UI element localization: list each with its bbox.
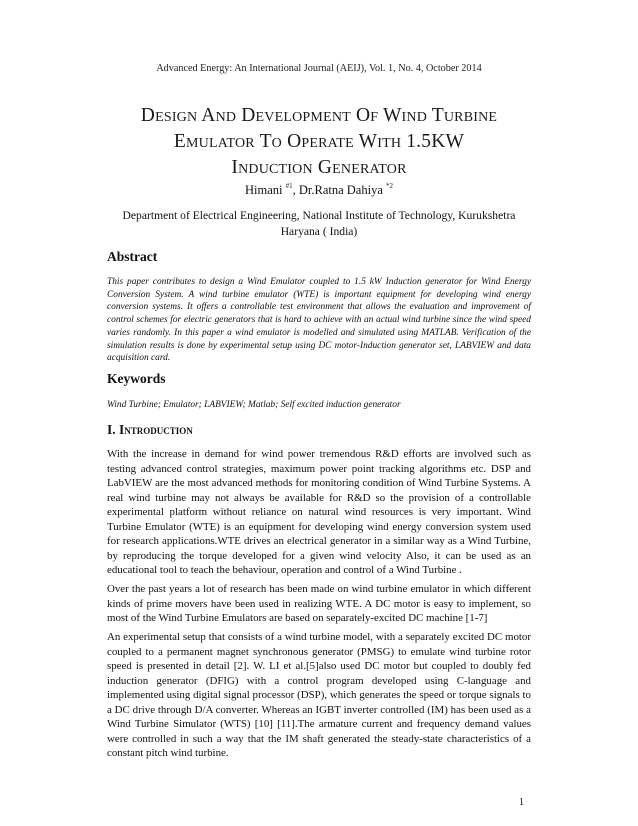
keywords-text: Wind Turbine; Emulator; LABVIEW; Matlab; Self excited induction generator (107, 400, 401, 410)
section-title: Introduction (119, 422, 193, 437)
author-separator: , (292, 183, 299, 197)
title-line-3: Induction Generator (231, 157, 407, 178)
title-line-1: Design And Development Of Wind Turbine (140, 105, 498, 126)
abstract-text: This paper contributes to design a Wind Emulator coupled to 1.5 kW Induction generator for Wind Energy Conversion System. A wind turbine emulator (WTE) is important equipment for developing wind energy conversion systems. It offers a controllable test environment that allows the evaluation and improvement of control schemes for electric generators that is hard to achieve with an actual wind turbine since the wind speed varies randomly. In this paper a wind emulator is modelled and simulated using MATLAB. Verification of the simulation results is done by experimental setup using DC motor-Induction generator set, LABVIEW and data acquisition card. (107, 277, 531, 364)
running-head: Advanced Energy: An International Journal (AEIJ), Vol. 1, No. 4, October 2014 (156, 63, 482, 74)
author-affiliation-mark: #1 (285, 182, 293, 190)
body-paragraph: With the increase in demand for wind power tremendous R&D efforts are involved such as testing advanced control strategies, maximum power point tracking algorithms etc. DSP and LabVIEW are the most advanced methods for monitoring condition of Wind Turbine Systems. A real wind turbine may not always be available for R&D so the provision of a controllable experimental platform without reliance on natural wind resources is very important. Wind Turbine Emulator (WTE) is an equipment for developing wind energy conversion system used for research applications.WTE drives an electrical generator in a similar way as a Wind Turbine, by reproducing the torque developed for a given wind velocity Also, it can be used as an educational tool to teach the behaviour, operation and control of a Wind Turbine . (107, 448, 531, 576)
paper-title (60, 103, 578, 181)
abstract-heading: Abstract (107, 249, 158, 264)
affiliation (70, 208, 568, 240)
affiliation-line-1: Department of Electrical Engineering, National Institute of Technology, Kurukshetra (122, 209, 516, 222)
author-affiliation-mark: *2 (386, 182, 393, 190)
affiliation-line-2: Haryana ( India) (280, 225, 358, 238)
body-paragraph: An experimental setup that consists of a wind turbine model, with a separately excited DC motor coupled to a permanent magnet synchronous generator (PMSG) to emulate wind turbine rotor speed is presented in detail [2]. W. LI et al.[5]also used DC motor but coupled to doubly fed induction generator (DFIG) with a control program developed using C-language and implemented using digital signal processor (DSP), which generates the speed or torque signals to a DC drive through D/A converter. Whereas an IGBT inverter controlled (IM) has been used as a Wind Turbine Simulator (WTS) [10] [11].The armature current and frequency demand values were controlled in such a way that the IM shaft generated the steady-state characteristics of a constant pitch wind turbine. (107, 631, 531, 759)
title-line-2: Emulator To Operate With 1.5KW (173, 131, 465, 152)
page-number: 1 (519, 797, 524, 808)
author-list (0, 182, 638, 198)
author-name: Himani (244, 183, 283, 197)
section-number: I. (107, 422, 116, 437)
keywords-heading: Keywords (107, 371, 166, 386)
body-paragraph: Over the past years a lot of research has been made on wind turbine emulator in which different kinds of prime movers have been used in realizing WTE. A DC motor is easy to implement, so most of the Wind Turbine Emulators are based on separately-excited DC machine [1-7] (107, 583, 531, 624)
author-name: Dr.Ratna Dahiya (298, 183, 383, 197)
section-heading (107, 422, 193, 438)
